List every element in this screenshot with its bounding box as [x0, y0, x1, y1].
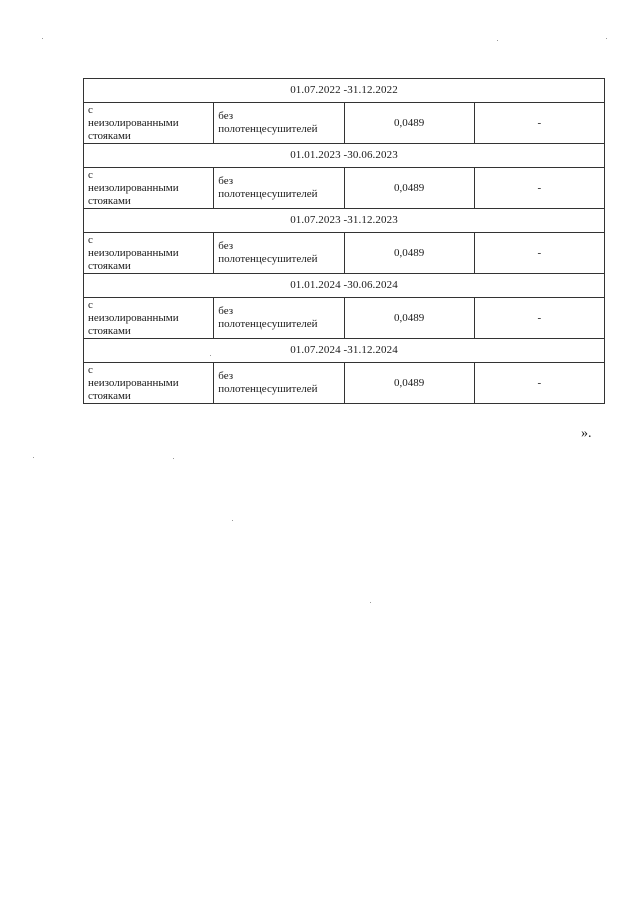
riser-type-line: с [88, 103, 93, 116]
riser-type-line: стояками [88, 259, 131, 272]
dryer-variant-cell [214, 103, 344, 144]
period-header-row [84, 79, 605, 103]
dryer-variant-line: без [218, 305, 234, 317]
riser-type-line: стояками [88, 129, 131, 142]
riser-type-line: неизолированными [88, 311, 179, 324]
extra-value-cell: - [474, 103, 604, 144]
dryer-variant-line: без [218, 240, 234, 252]
period-header-row [84, 339, 605, 363]
scan-speck [33, 457, 34, 458]
period-label: 01.01.2024 -30.06.2024 [84, 274, 605, 298]
riser-type-line: неизолированными [88, 181, 179, 194]
dryer-variant-cell [214, 363, 344, 404]
riser-type-line: стояками [88, 389, 131, 402]
dryer-variant-cell [214, 168, 344, 209]
dryer-variant-cell [214, 233, 344, 274]
dryer-variant-line: без [218, 370, 234, 382]
scan-speck [606, 38, 607, 39]
riser-type-cell [84, 363, 214, 404]
period-header-row [84, 209, 605, 233]
riser-type-cell [84, 298, 214, 339]
riser-type-line: неизолированными [88, 376, 179, 389]
extra-value-cell: - [474, 168, 604, 209]
norm-value-cell: 0,0489 [344, 233, 474, 274]
extra-value-cell: - [474, 363, 604, 404]
table-row [84, 298, 605, 339]
dryer-variant-line: без [218, 175, 234, 187]
norm-value-cell: 0,0489 [344, 103, 474, 144]
table-row [84, 168, 605, 209]
riser-type-line: стояками [88, 194, 131, 207]
riser-type-cell [84, 168, 214, 209]
riser-type-line: неизолированными [88, 116, 179, 129]
riser-type-line: неизолированными [88, 246, 179, 259]
period-label: 01.07.2022 -31.12.2022 [84, 79, 605, 103]
dryer-variant-line: полотенцесушителей [218, 253, 318, 265]
dryer-variant-line: полотенцесушителей [218, 123, 318, 135]
period-header-row [84, 274, 605, 298]
scan-speck [370, 602, 371, 603]
riser-type-line: с [88, 168, 93, 181]
period-label: 01.07.2023 -31.12.2023 [84, 209, 605, 233]
period-label: 01.01.2023 -30.06.2023 [84, 144, 605, 168]
scan-speck [232, 520, 233, 521]
tariff-table [83, 78, 605, 404]
period-label: 01.07.2024 -31.12.2024 [84, 339, 605, 363]
riser-type-cell [84, 103, 214, 144]
extra-value-cell: - [474, 233, 604, 274]
riser-type-line: с [88, 298, 93, 311]
dryer-variant-line: полотенцесушителей [218, 383, 318, 395]
table-row [84, 363, 605, 404]
riser-type-line: стояками [88, 324, 131, 337]
dryer-variant-line: полотенцесушителей [218, 188, 318, 200]
norm-value-cell: 0,0489 [344, 363, 474, 404]
closing-quote-mark: ». [581, 426, 592, 441]
dryer-variant-line: полотенцесушителей [218, 318, 318, 330]
scan-speck [42, 38, 43, 39]
riser-type-line: с [88, 233, 93, 246]
riser-type-cell [84, 233, 214, 274]
dryer-variant-line: без [218, 110, 234, 122]
riser-type-line: с [88, 363, 93, 376]
scan-speck [210, 355, 211, 356]
period-header-row [84, 144, 605, 168]
scan-speck [497, 40, 498, 41]
norm-value-cell: 0,0489 [344, 298, 474, 339]
extra-value-cell: - [474, 298, 604, 339]
scan-speck [173, 458, 174, 459]
dryer-variant-cell [214, 298, 344, 339]
table-row [84, 103, 605, 144]
table-row [84, 233, 605, 274]
norm-value-cell: 0,0489 [344, 168, 474, 209]
